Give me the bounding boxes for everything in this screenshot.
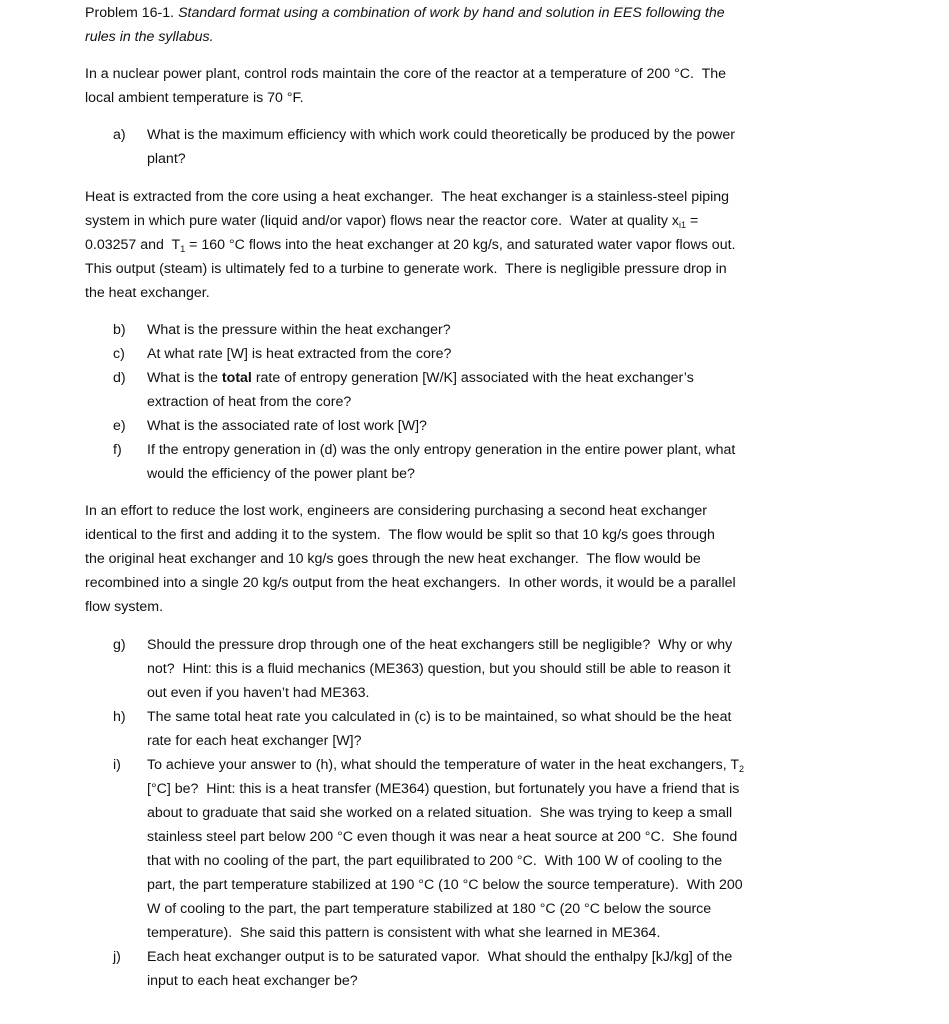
question-text <box>147 633 732 705</box>
italic-text: Standard format using a combination of work by hand and solution in EES following the <box>178 5 725 21</box>
question-label: b) <box>113 322 126 338</box>
text-segment: Problem 16-1. <box>85 5 179 21</box>
subscript: 1 <box>180 244 186 254</box>
text-line: What is the pressure within the heat exchanger? <box>147 322 451 338</box>
question-text <box>147 438 735 486</box>
question-text <box>147 414 427 438</box>
question-label: g) <box>113 637 126 653</box>
text-segment: What is the <box>147 370 222 386</box>
text-line: What is the maximum efficiency with which work could theoretically be produced by the power <box>147 127 735 143</box>
text-line: extraction of heat from the core? <box>147 394 352 410</box>
question-text <box>147 366 694 414</box>
second-exchanger-paragraph <box>85 499 885 619</box>
text-line <box>85 25 885 49</box>
text-line <box>147 753 744 777</box>
text-line: plant? <box>147 151 186 167</box>
text-line: [°C] be? Hint: this is a heat transfer (ME364) question, but fortunately you have a friend that is <box>147 781 740 797</box>
heat-exchanger-paragraph <box>85 185 885 305</box>
subscript: 2 <box>739 764 745 774</box>
text-line: about to graduate that said she worked on a related situation. She was trying to keep a small <box>147 805 733 821</box>
text-line: part, the part temperature stabilized at 190 °C (10 °C below the source temperature). With 200 <box>147 877 743 893</box>
problem-header <box>85 1 885 49</box>
text-line: temperature). She said this pattern is consistent with what she learned in ME364. <box>147 925 661 941</box>
question-text <box>147 123 735 171</box>
question-label: f) <box>113 442 122 458</box>
text-line: What is the associated rate of lost work [W]? <box>147 418 427 434</box>
text-line <box>85 233 885 257</box>
text-line: the heat exchanger. <box>85 285 210 301</box>
text-line: local ambient temperature is 70 °F. <box>85 90 304 106</box>
text-line: At what rate [W] is heat extracted from the core? <box>147 346 452 362</box>
text-line: recombined into a single 20 kg/s output from the heat exchangers. In other words, it would be a parallel <box>85 575 736 591</box>
text-segment: system in which pure water (liquid and/or vapor) flows near the reactor core. Water at quality x <box>85 213 680 229</box>
text-line: Each heat exchanger output is to be saturated vapor. What should the enthalpy [kJ/kg] of the <box>147 949 733 965</box>
text-line: out even if you haven’t had ME363. <box>147 685 370 701</box>
text-line: not? Hint: this is a fluid mechanics (ME363) question, but you should still be able to reason it <box>147 661 731 677</box>
question-label: i) <box>113 757 121 773</box>
question-label: a) <box>113 127 126 143</box>
question-label: d) <box>113 370 126 386</box>
text-line <box>85 1 885 25</box>
question-text <box>147 342 451 366</box>
text-line: that with no cooling of the part, the part equilibrated to 200 °C. With 100 W of cooling to the <box>147 853 723 869</box>
question-label: c) <box>113 346 125 362</box>
question-text <box>147 705 731 753</box>
text-segment: 0.03257 and T <box>85 237 181 253</box>
text-segment: = 160 °C flows into the heat exchanger at 20 kg/s, and saturated water vapor flows out. <box>185 237 736 253</box>
text-line: In a nuclear power plant, control rods maintain the core of the reactor at a temperature of 200 °C. The <box>85 66 727 82</box>
question-label: j) <box>113 949 121 965</box>
question-text <box>147 318 451 342</box>
question-text <box>147 753 744 945</box>
question-text <box>147 945 732 993</box>
text-line: W of cooling to the part, the part temperature stabilized at 180 °C (20 °C below the source <box>147 901 712 917</box>
text-line: Heat is extracted from the core using a heat exchanger. The heat exchanger is a stainless-steel piping <box>85 189 730 205</box>
intro-paragraph <box>85 62 885 110</box>
text-line <box>85 209 885 233</box>
subscript: i1 <box>679 220 687 230</box>
text-line: stainless steel part below 200 °C even though it was near a heat source at 200 °C. She found <box>147 829 738 845</box>
text-line: In an effort to reduce the lost work, engineers are considering purchasing a second heat exchanger <box>85 503 708 519</box>
text-line: identical to the first and adding it to the system. The flow would be split so that 10 kg/s goes through <box>85 527 715 543</box>
text-line: rate for each heat exchanger [W]? <box>147 733 362 749</box>
question-label: e) <box>113 418 126 434</box>
text-line: would the efficiency of the power plant be? <box>147 466 415 482</box>
question-label: h) <box>113 709 126 725</box>
text-line: The same total heat rate you calculated in (c) is to be maintained, so what should be the heat <box>147 709 732 725</box>
text-line: If the entropy generation in (d) was the only entropy generation in the entire power plant, what <box>147 442 736 458</box>
text-line: Should the pressure drop through one of the heat exchangers still be negligible? Why or why <box>147 637 733 653</box>
italic-text: rules in the syllabus. <box>85 29 214 45</box>
text-line: the original heat exchanger and 10 kg/s goes through the new heat exchanger. The flow would be <box>85 551 701 567</box>
text-line: This output (steam) is ultimately fed to a turbine to generate work. There is negligible pressure drop in <box>85 261 727 277</box>
text-line <box>147 366 694 390</box>
text-line: input to each heat exchanger be? <box>147 973 358 989</box>
text-line: flow system. <box>85 599 164 615</box>
text-segment: To achieve your answer to (h), what should the temperature of water in the heat exchangers, T <box>147 757 739 773</box>
text-segment: rate of entropy generation [W/K] associated with the heat exchanger’s <box>251 370 694 386</box>
text-segment: = <box>686 213 699 229</box>
bold-text: total <box>221 370 252 386</box>
